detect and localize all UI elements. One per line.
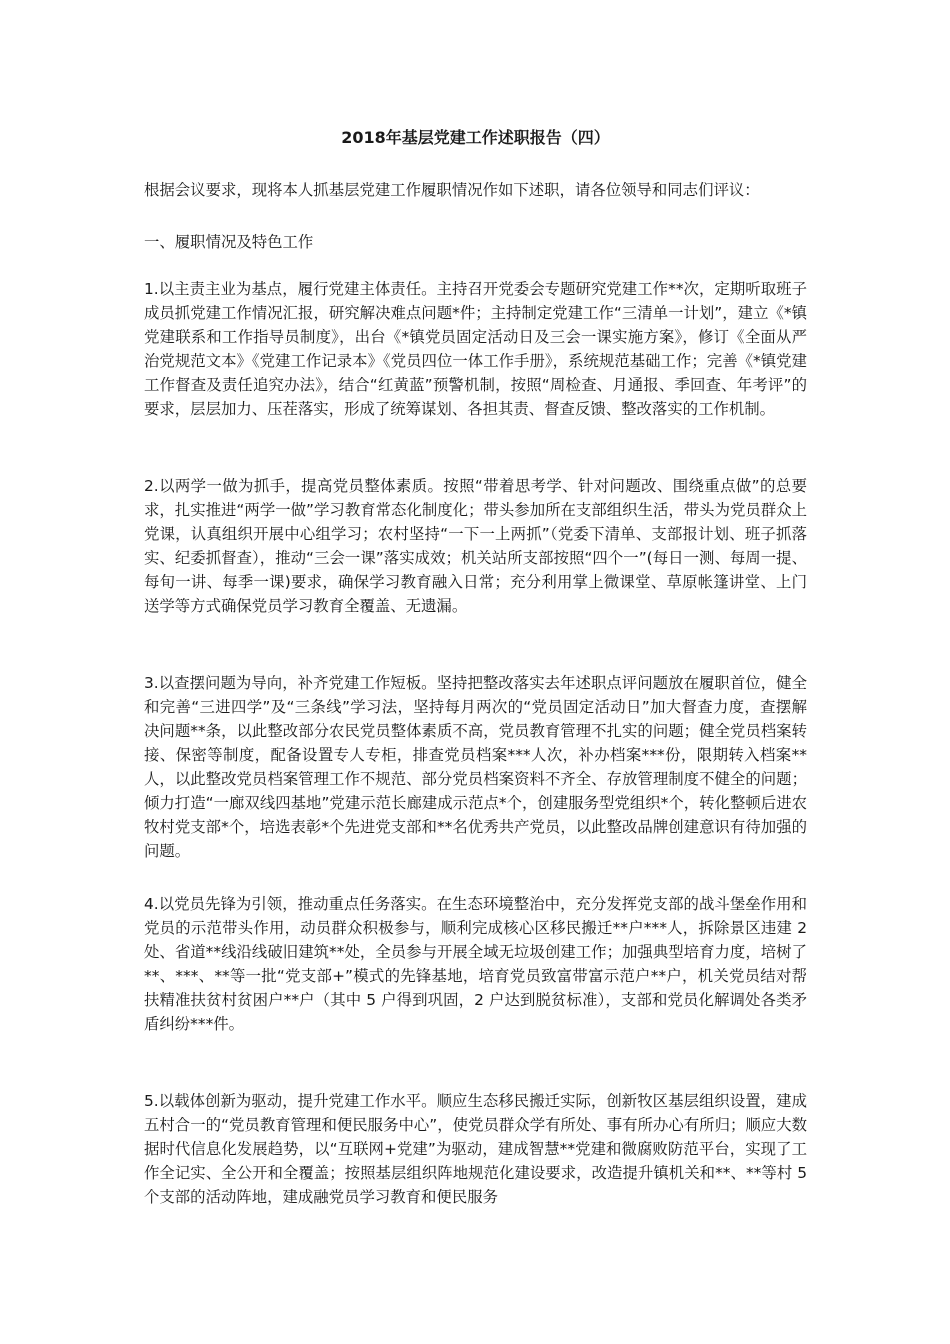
body-paragraph: 4.以党员先锋为引领，推动重点任务落实。在生态环境整治中，充分发挥党支部的战斗堡垒作用和党员的示范带头作用，动员群众积极参与，顺利完成核心区移民搬迁**户***人，拆除景区违建 2 处、省道**线沿线破旧建筑**处，全员参与开展全域无垃圾创建工作；加强典型培育力度，培树了**、***、**等一批“党支部+”模式的先锋基地，培育党员致富带富示范户**户，机关党员结对帮扶精准扶贫村贫困户**户（其中 5 户得到巩固，2 户达到脱贫标准），支部和党员化解调处各类矛盾纠纷***件。 <box>144 895 807 1033</box>
section-heading: 一、履职情况及特色工作 <box>144 233 314 251</box>
body-paragraph: 2.以两学一做为抓手，提高党员整体素质。按照“带着思考学、针对问题改、围绕重点做”的总要求，扎实推进“两学一做”学习教育常态化制度化；带头参加所在支部组织生活，带头为党员群众上党课，认真组织开展中心组学习；农村坚持“一下一上两抓”（党委下清单、支部报计划、班子抓落实、纪委抓督查），推动“三会一课”落实成效；机关站所支部按照“四个一”(每日一测、每周一提、每旬一讲、每季一课)要求，确保学习教育融入日常；充分利用掌上微课堂、草原帐篷讲堂、上门送学等方式确保党员学习教育全覆盖、无遗漏。 <box>144 477 807 615</box>
intro-paragraph: 根据会议要求，现将本人抓基层党建工作履职情况作如下述职，请各位领导和同志们评议： <box>144 181 760 199</box>
body-paragraph: 5.以载体创新为驱动，提升党建工作水平。顺应生态移民搬迁实际，创新牧区基层组织设置，建成五村合一的“党员教育管理和便民服务中心”，使党员群众学有所处、事有所办心有所归；顺应大数据时代信息化发展趋势，以“互联网+党建”为驱动，建成智慧**党建和微腐败防范平台，实现了工作全记实、全公开和全覆盖；按照基层组织阵地规范化建设要求，改造提升镇机关和**、**等村 5 个支部的活动阵地，建成融党员学习教育和便民服务 <box>144 1092 807 1206</box>
body-paragraph: 3.以查摆问题为导向，补齐党建工作短板。坚持把整改落实去年述职点评问题放在履职首位，健全和完善“三进四学”及“三条线”学习法，坚持每月两次的“党员固定活动日”加大督查力度，查摆解决问题**条，以此整改部分农民党员整体素质不高，党员教育管理不扎实的问题；健全党员档案转接、保密等制度，配备设置专人专柜，排查党员档案***人次，补办档案***份，限期转入档案**人，以此整改党员档案管理工作不规范、部分党员档案资料不齐全、存放管理制度不健全的问题；倾力打造“一廊双线四基地”党建示范长廊建成示范点*个，创建服务型党组织*个，转化整顿后进农牧村党支部*个，培选表彰*个先进党支部和**名优秀共产党员，以此整改品牌创建意识有待加强的问题。 <box>144 674 807 860</box>
body-paragraph: 1.以主责主业为基点，履行党建主体责任。主持召开党委会专题研究党建工作**次，定期听取班子成员抓党建工作情况汇报，研究解决难点问题*件；主持制定党建工作“三清单一计划”，建立《*镇党建联系和工作指导员制度》，出台《*镇党员固定活动日及三会一课实施方案》，修订《全面从严治党规范文本》《党建工作记录本》《党员四位一体工作手册》，系统规范基础工作；完善《*镇党建工作督查及责任追究办法》，结合“红黄蓝”预警机制，按照“周检查、月通报、季回查、年考评”的要求，层层加力、压茬落实，形成了统筹谋划、各担其责、督查反馈、整改落实的工作机制。 <box>144 280 807 418</box>
document-title: 2018年基层党建工作述职报告（四） <box>341 128 610 147</box>
